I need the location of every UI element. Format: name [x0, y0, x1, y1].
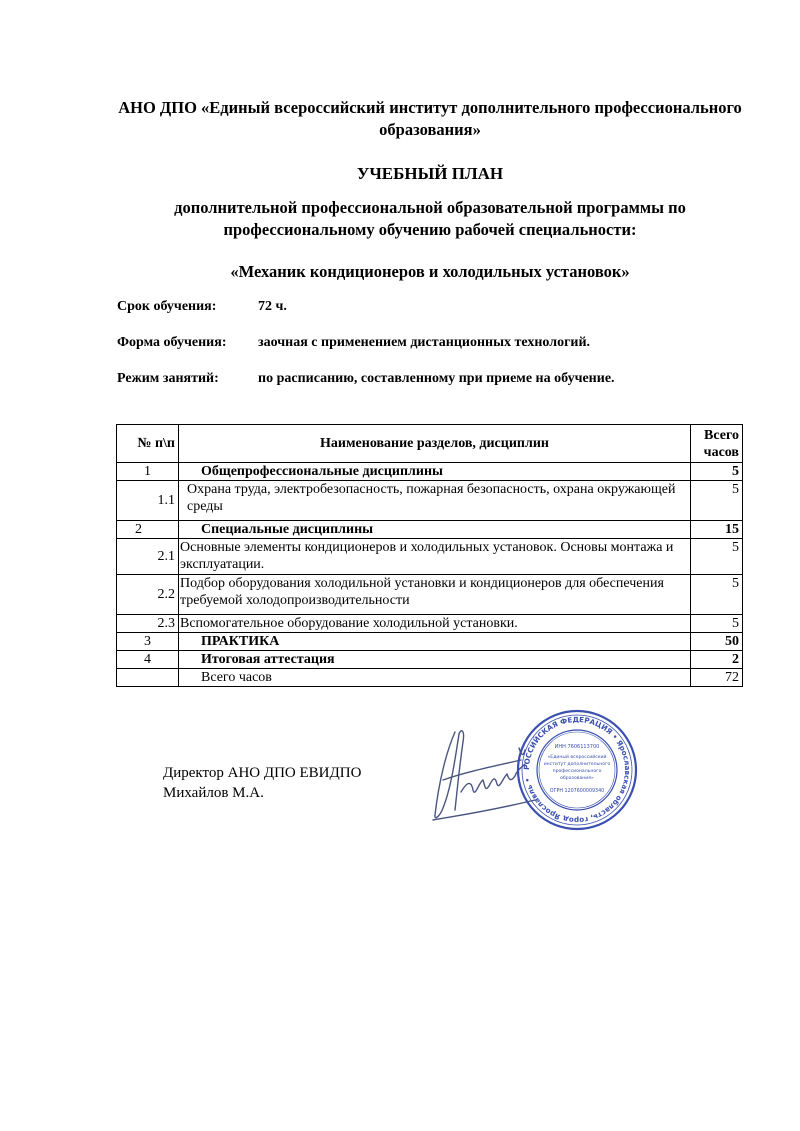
row-hours: 5: [691, 615, 743, 633]
row-name: Охрана труда, электробезопасность, пожарная безопасность, охрана окружающей среды: [179, 481, 691, 521]
table-row: [117, 463, 743, 481]
row-name: Подбор оборудования холодильной установки и кондиционеров для обеспечения требуемой холодопроизводительности: [179, 575, 691, 615]
program-name: «Механик кондиционеров и холодильных установок»: [230, 262, 630, 281]
row-num: 1.1: [117, 481, 179, 521]
row-name: Общепрофессиональные дисциплины: [179, 463, 691, 481]
svg-text:«Единый всероссийский: «Единый всероссийский: [547, 755, 607, 760]
table-row: [117, 575, 743, 615]
svg-text:ОГРН 1207600009340: ОГРН 1207600009340: [549, 789, 605, 794]
row-num: 2.2: [117, 575, 179, 615]
row-num: 3: [117, 633, 179, 651]
director-name: Михайлов М.А.: [163, 785, 264, 801]
table-row: [117, 615, 743, 633]
svg-text:профессионального: профессионального: [552, 769, 602, 774]
form-label: Форма обучения:: [117, 335, 227, 350]
row-hours: 5: [691, 575, 743, 615]
table-row: [117, 633, 743, 651]
row-hours: 15: [691, 521, 743, 539]
row-num: [117, 669, 179, 687]
org-title: АНО ДПО «Единый всероссийский институт дополнительного профессионального образования»: [118, 98, 742, 139]
table-row: [117, 521, 743, 539]
svg-text:образования»: образования»: [560, 776, 594, 781]
duration-value: 72 ч.: [258, 299, 287, 314]
row-name: Специальные дисциплины: [179, 521, 691, 539]
row-name: Вспомогательное оборудование холодильной установки.: [179, 615, 691, 633]
row-name: Всего часов: [179, 669, 691, 687]
svg-text:ИНН 7606113700: ИНН 7606113700: [554, 744, 600, 750]
table-row: [117, 481, 743, 521]
table-row-total: [117, 669, 743, 687]
row-num: 2.1: [117, 539, 179, 575]
row-name: Итоговая аттестация: [179, 651, 691, 669]
row-num: 2: [117, 521, 179, 539]
svg-text:РОССИЙСКАЯ ФЕДЕРАЦИЯ • Ярослав: РОССИЙСКАЯ ФЕДЕРАЦИЯ • Ярославская область, город Ярославль •: [521, 714, 633, 826]
header-name: Наименование разделов, дисциплин: [179, 425, 691, 463]
director-position: Директор АНО ДПО ЕВИДПО: [163, 765, 362, 781]
header-num: № п\п: [117, 425, 179, 463]
duration-label: Срок обучения:: [117, 299, 217, 314]
mode-label: Режим занятий:: [117, 371, 219, 386]
row-hours: 72: [691, 669, 743, 687]
table-header-row: [117, 425, 743, 463]
row-hours: 5: [691, 481, 743, 521]
curriculum-table: [116, 424, 743, 687]
row-hours: 50: [691, 633, 743, 651]
document-title: УЧЕБНЫЙ ПЛАН: [356, 164, 504, 183]
header-hours: Всего часов: [691, 425, 743, 463]
table-row: [117, 651, 743, 669]
row-num: 2.3: [117, 615, 179, 633]
mode-value: по расписанию, составленному при приеме на обучение.: [258, 371, 615, 386]
row-num: 1: [117, 463, 179, 481]
row-num: 4: [117, 651, 179, 669]
row-name: ПРАКТИКА: [179, 633, 691, 651]
row-name: Основные элементы кондиционеров и холодильных установок. Основы монтажа и эксплуатации.: [179, 539, 691, 575]
row-hours: 5: [691, 539, 743, 575]
row-hours: 5: [691, 463, 743, 481]
table-row: [117, 539, 743, 575]
document-subtitle: дополнительной профессиональной образовательной программы по профессиональному обучению рабочей специальности:: [174, 198, 686, 239]
official-seal: [515, 708, 639, 832]
row-hours: 2: [691, 651, 743, 669]
form-value: заочная с применением дистанционных технологий.: [258, 335, 591, 350]
svg-text:институт дополнительного: институт дополнительного: [543, 762, 611, 767]
signature-block: [163, 763, 361, 803]
